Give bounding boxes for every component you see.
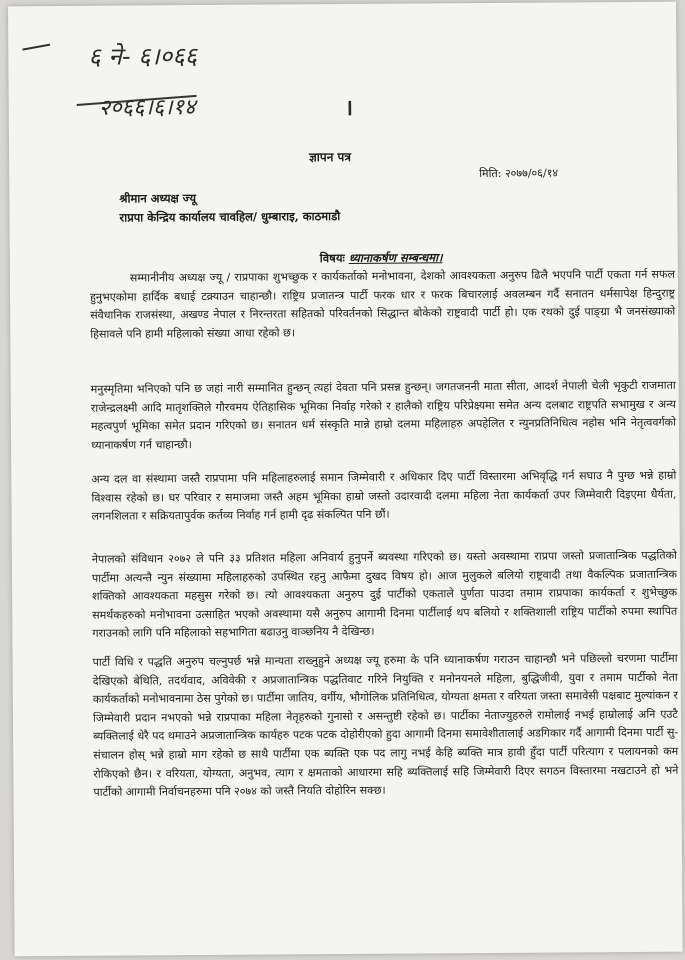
paragraph-4: नेपालको संविधान २०७२ ले पनि ३३ प्रतिशत महिला अनिवार्य हुनुपर्ने ब्यवस्था गरिएको छ। यस्तो अवस्थामा राप्रपा जस्तो प्रजातान्त्रिक पद्धतिको पार्टीमा अत्यन्तै न्युन संख्यामा महिलाहरुको उपस्थित रहनु आफैमा दुखद विषय हो। आज मुलुकले बलियो राष्ट्रवादी तथा वैकल्पिक प्रजातान्त्रिक शक्तिको आवश्यकता महसुस गरेको छ। त्यो आवश्यकता अनुरुप दुई पार्टीको एकताले पुर्णता पाउदा तमाम राप्रपाका कार्यकर्ता र शुभेच्छुक समर्थकहरुको मनोभावना उत्साहित भएको अवस्थामा यसै अनुरुप आगामी दिनमा पार्टीलाई थप बलियो र शक्तिशाली राष्ट्रिय पार्टीको रुपमा स्थापित गराउनको लागि पनि महिलाको सहभागिता बढाउनु वाञ्छनिय नै देखिन्छ। [91,548,678,641]
letter-sheet [8,2,683,957]
paragraph-5: पार्टी विधि र पद्धति अनुरुप चल्नुपर्छ भन्ने मान्यता राख्नुहुने अध्यक्ष ज्यू हरुमा के पनि ध्यानाकर्षण गराउन चाहान्छौ भने पछिल्लो चरणमा पार्टीमा देखिएको बेथिति, तदर्थवाद, अविवेकी र अप्रजातान्त्रिक पद्धतिवाट गरिने नियुक्ति र मनोनयनले महिला, बुद्धिजीवी, युवा र तमाम पार्टीको नेता कार्यकर्ताको मनोभावनामा ठेस पुगेको छ। पार्टीमा जातिय, वर्गीय, भौगोलिक प्रतिनिधित्व, योग्यता क्षमता र वरियता जस्ता समावेसी पक्षबाट मुल्यांकन र जिम्मेवारी प्रदान नभएको भन्ने राप्रपाका महिला नेतृहरुको गुनासो र असन्तुष्टी रहेको छ। पार्टीका नेताज्युहरुले रामोलाई नभई हाम्रोलाई अनि एउटै ब्यक्तिलाई धेरै पद थमाउने अप्रजातान्त्रिक कार्यहरु पटक पटक दोहोरीएको हुदा आगामी दिनमा समावेशीतालाई अडगिकार गर्दै आगामी दिनमा पार्टी सु-संचालन होस् भन्ने हाम्रो माग रहेको छ साथै पार्टीमा एक ब्यक्ति एक पद लागु नभई केहि ब्यक्ति मात्र हावी हुँदा पार्टी परित्याग र पलायनको कम रोकिएको छैन। र वरियता, योग्यता, अनुभव, त्याग र क्षमताको आधारमा सहि ब्यक्तिलाई सहि जिम्मेवारी दिएर सगठन विस्तारमा नखटाउने हो भने पार्टीको आगामी निर्वाचनहरुमा पनि २०७४ को जस्तै नियति दोहोरिन सक्छ। [92,651,679,799]
letter-title: ज्ञापन पत्र [309,149,352,165]
handwritten-reference-number: ६ ने- ६।०६६ [88,42,198,71]
paragraph-2: मनुस्मृतिमा भनिएको पनि छ जहां नारी सम्मानित हुन्छन् त्यहां देवता पनि प्रसन्न हुन्छन्। जगतजननी माता सीता, आदर्श नेपाली चेली भृकुटी राजमाता राजेन्द्रलक्ष्मी आदि मातृशक्तिले गौरवमय ऐतिहासिक भूमिका निर्वाह गरेको र हालैको राष्ट्रिय परिप्रेक्ष्यमा समेत अन्य दलबाट राष्ट्रपति सभामुख र अन्य महत्वपुर्ण भूमिका समेत प्रदान गरिएको छ। सनातन धर्म संस्कृति मान्ने हाम्रो दलमा महिलाहरु अपहेलित र न्युनप्रतिनिधित्व नहोस भनि नेतृत्ववर्गको ध्यानाकर्षण गर्न चाहान्छौ। [90,378,676,452]
recipient-line-2: राप्रपा केन्द्रिय कार्यालय चावहिल/ धुम्बाराइ, काठमाडौ [119,209,341,225]
recipient-line-1: श्रीमान अध्यक्ष ज्यू [119,191,197,206]
paragraph-3: अन्य दल वा संस्थामा जस्तै राप्रपामा पनि महिलाहरुलाई समान जिम्मेवारी र अधिकार दिए पार्टी विस्तारमा अभिवृद्धि गर्न सघाउ नै पुग्छ भन्ने हाम्रो विश्वास रहेको छ। घर परिवार र समाजमा जस्तै अहम भूमिका हाम्रो जस्तो उदारवादी दलमा महिला नेता कार्यकर्ता उपर जिम्मेवारी दिइएमा धैर्यता, लगनशिलता र सक्रियतापुर्वक कर्तव्य निर्वाह गर्न हामी दृढ संकल्पित पनि छौं। [91,468,677,523]
handwritten-date: २०६६।६।१४ [98,95,196,121]
paragraph-1: सम्मानीनीय अध्यक्ष ज्यू / राप्रपाका शुभच्छुक र कार्यकर्ताको मनोभावना, देशको आवश्यकता अनुरुप ढिलै भएपनि पार्टी एकता गर्न सफल हुनुभएकोमा हार्दिक बधाई टक्र्याउन चाहान्छौ। राष्ट्रिय प्रजातन्त्र पार्टी फरक धार र फरक बिचारलाई अवलम्बन गर्दै सनातन धर्मसापेक्ष हिन्दुराष्ट्र संवैधानिक राजसंस्था, अखण्ड नेपाल र निरन्तरता सहितको परिवर्तनको सिद्धान्त बोकेको राष्ट्रवादी पार्टी हो। एक रथको दुई पाङ्ग्रा भै जनसंख्याको हिसावले पनि हामी महिलाको संख्या आधा रहेको छ। [89,267,676,341]
handwritten-dash [22,44,50,51]
subject-text: ध्यानाकर्षण सम्बन्धमा। [348,250,443,265]
subject-label: विषयः [319,250,345,266]
subject-line [320,250,443,266]
handwritten-mark: । [344,95,354,121]
letter-date: मिति: २०७७/०६/१४ [479,166,559,181]
